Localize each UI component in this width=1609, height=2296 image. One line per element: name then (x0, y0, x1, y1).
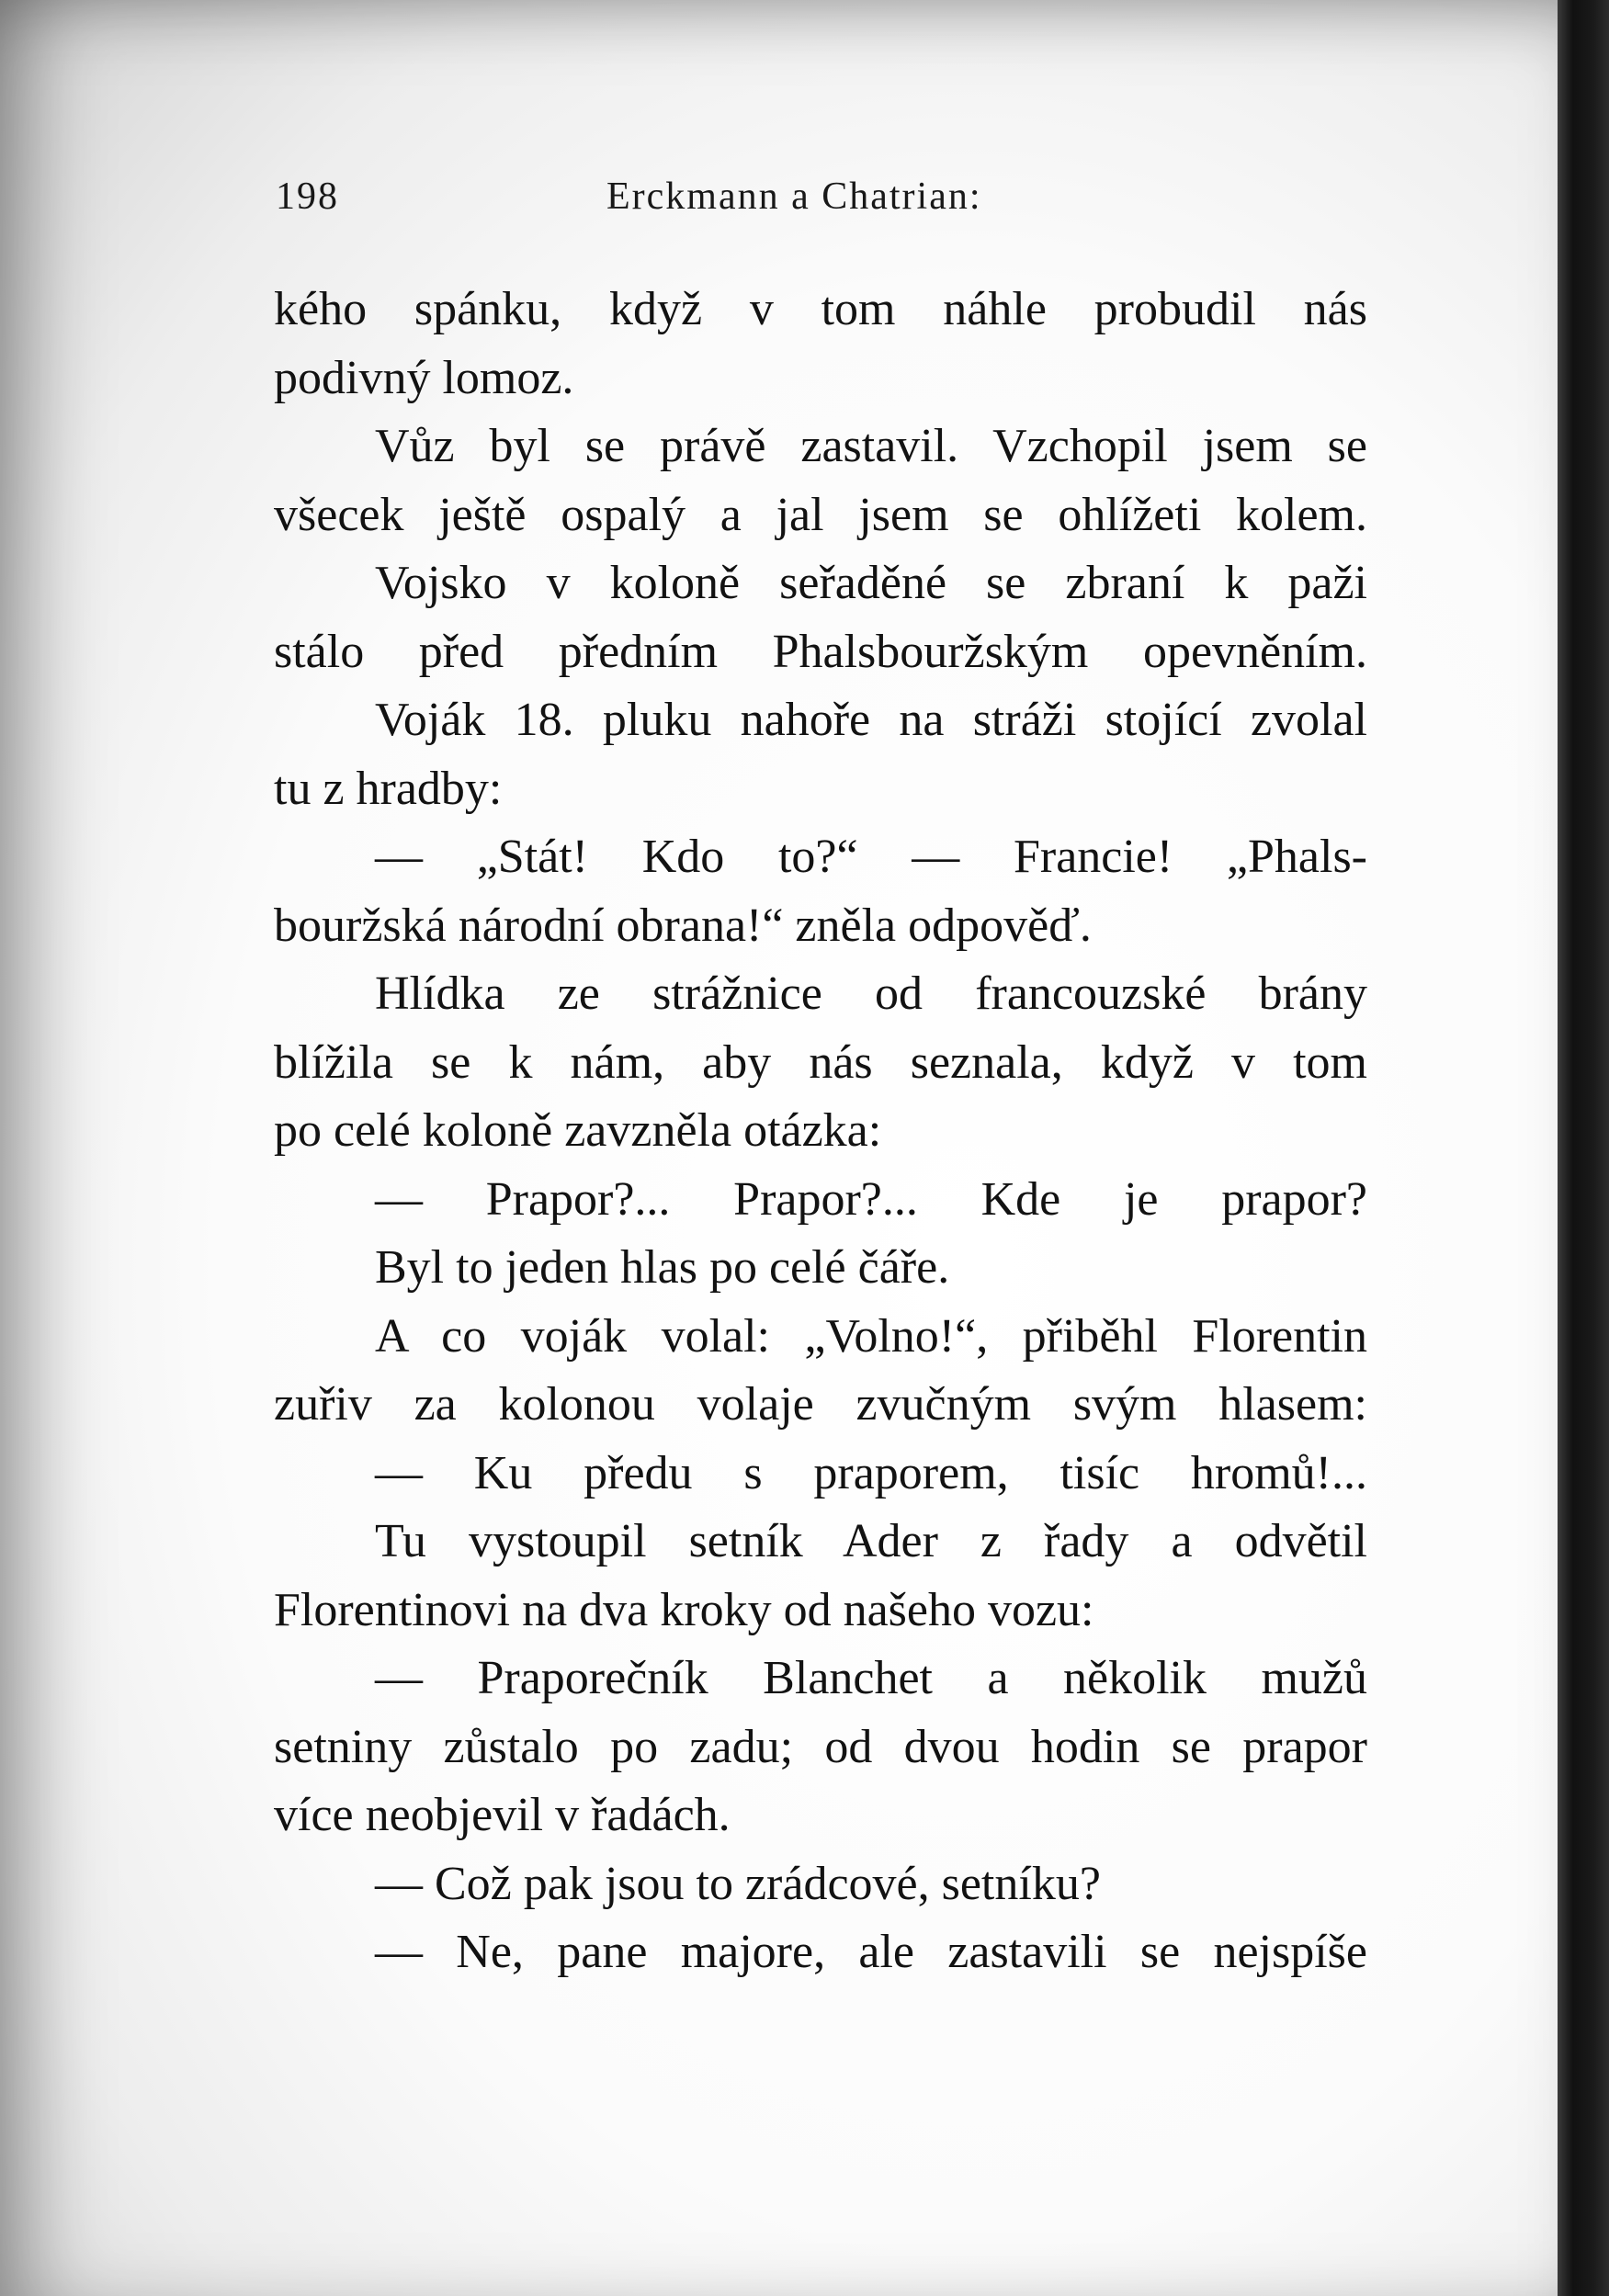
body-text (274, 276, 1367, 1987)
text-line: setniny zůstalo po zadu; od dvou hodin se prapor (274, 1720, 1367, 1773)
text-line: podivný lomoz. (274, 351, 574, 404)
text-line: — Prapor?... Prapor?... Kde je prapor? (375, 1172, 1367, 1226)
text-line: Voják 18. pluku nahoře na stráži stojící zvolal (375, 694, 1367, 746)
text-line: zuřiv za kolonou volaje zvučným svým hlasem: (274, 1378, 1367, 1431)
text-line: — Což pak jsou to zrádcové, setníku? (375, 1857, 1101, 1910)
text-line: — „Stát! Kdo to?“ — Francie! „Phals- (375, 831, 1367, 883)
text-line: více neobjevil v řadách. (274, 1789, 731, 1841)
text-line: Vůz byl se právě zastavil. Vzchopil jsem se (375, 420, 1367, 472)
text-line: Byl to jeden hlas po celé čáře. (375, 1241, 950, 1294)
text-line: bouržská národní obrana!“ zněla odpověď. (274, 899, 1092, 952)
text-line: — Praporečník Blanchet a několik mužů (375, 1652, 1367, 1704)
text-line: Vojsko v koloně seřaděné se zbraní k paži (375, 557, 1367, 609)
page-header (276, 175, 1397, 221)
text-line: stálo před předním Phalsbouržským opevněním. (274, 625, 1367, 678)
text-line: tu z hradby: (274, 762, 503, 815)
text-line: — Ku předu s praporem, tisíc hromů!... (375, 1446, 1367, 1499)
text-line: Florentinovi na dva kroky od našeho vozu: (274, 1583, 1094, 1636)
text-line: kého spánku, když v tom náhle probudil nás (274, 283, 1367, 335)
text-line: všecek ještě ospalý a jal jsem se ohlížeti kolem. (274, 488, 1367, 541)
running-title: Erckmann a Chatrian: (606, 175, 982, 218)
page-number: 198 (276, 175, 339, 218)
text-line: blížila se k nám, aby nás seznala, když v tom (274, 1035, 1367, 1089)
text-line: Tu vystoupil setník Ader z řady a odvětil (375, 1515, 1367, 1567)
text-line: po celé koloně zavzněla otázka: (274, 1104, 882, 1157)
text-line: A co voják volal: „Volno!“, přiběhl Florentin (375, 1309, 1367, 1363)
page-binding-edge (1558, 0, 1609, 2296)
text-line: — Ne, pane majore, ale zastavili se nejspíše (375, 1926, 1367, 1978)
text-line: Hlídka ze strážnice od francouzské brány (375, 967, 1367, 1020)
